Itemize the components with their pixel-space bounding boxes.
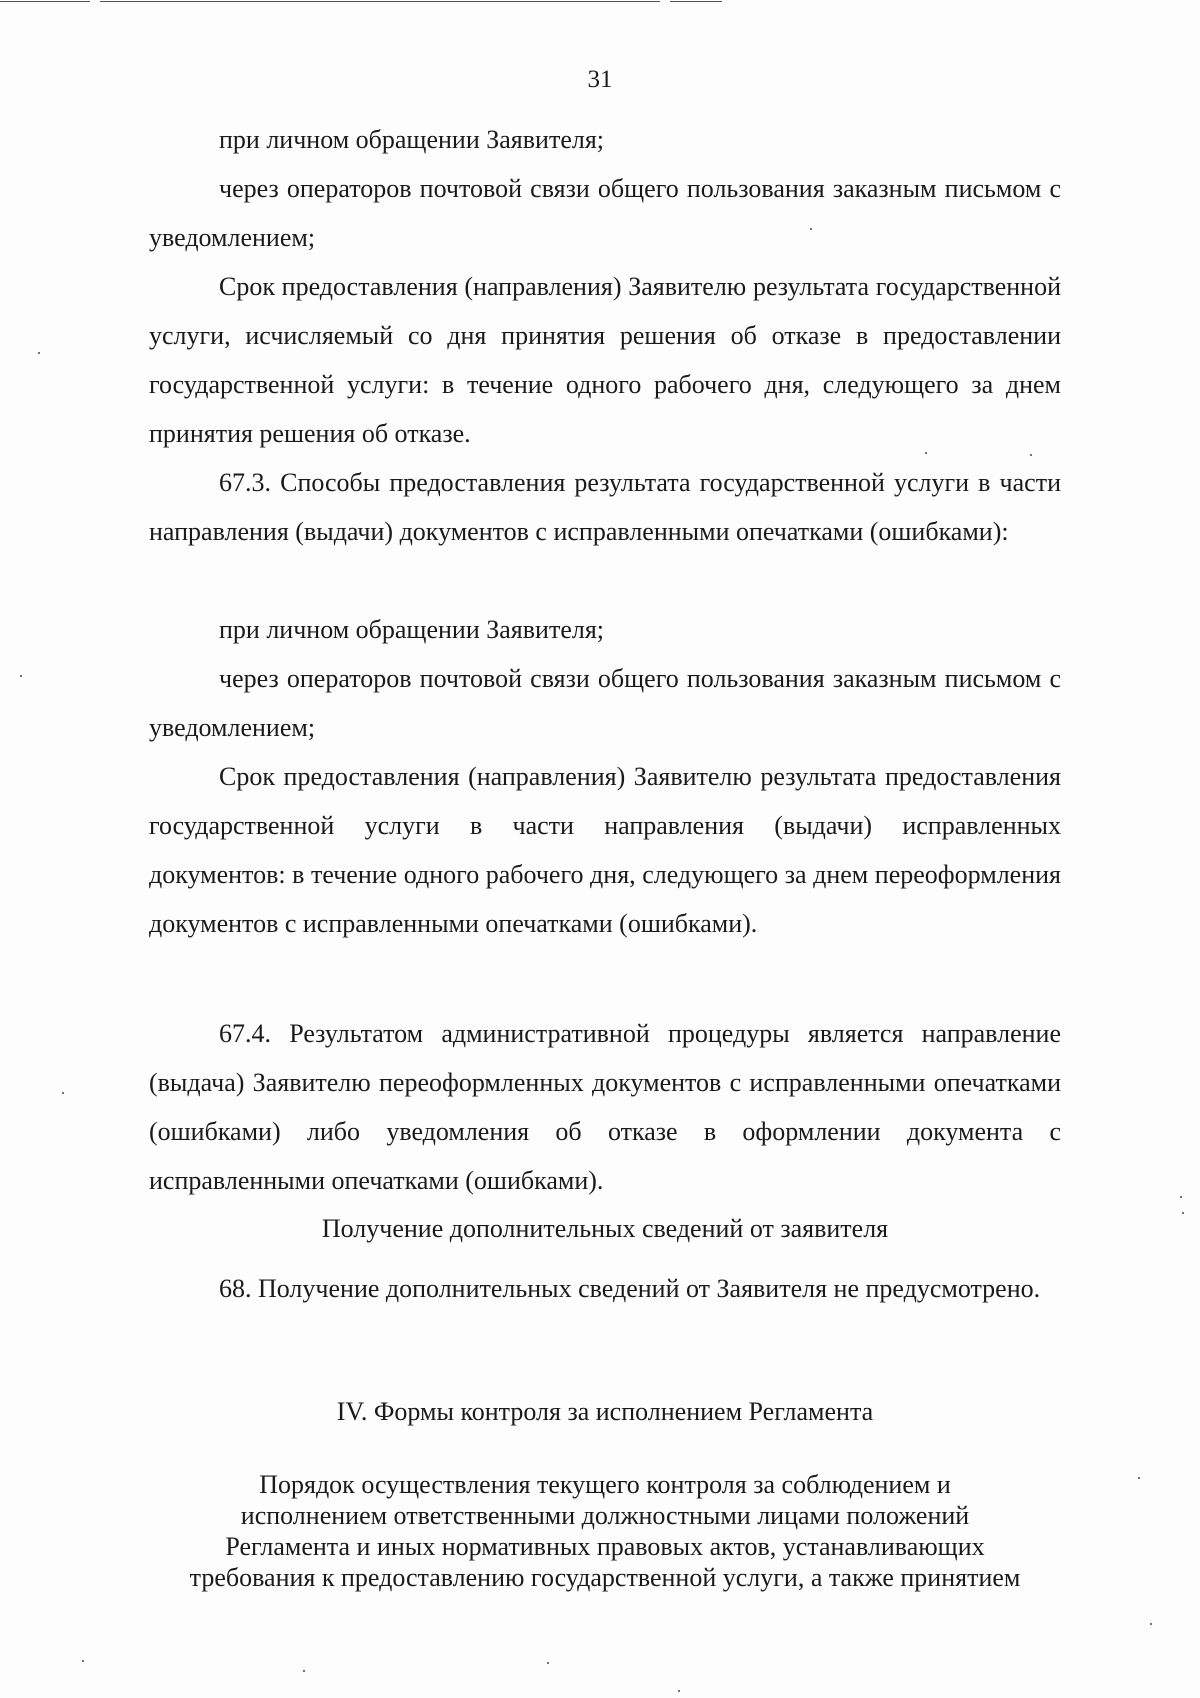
subheading-additional-info: Получение дополнительных сведений от заявителя — [321, 1214, 889, 1243]
scan-speck — [1138, 1477, 1140, 1479]
heading-line: Порядок осуществления текущего контроля за соблюдением и — [259, 1470, 951, 1499]
scan-speck — [1180, 1196, 1182, 1198]
scan-edge-line — [0, 1, 90, 2]
heading-line: требования к предоставлению государственной услуги, а также принятием — [189, 1563, 1021, 1592]
scan-speck — [38, 352, 40, 354]
scan-edge-line — [670, 1, 722, 2]
heading-line: Регламента и иных нормативных правовых актов, устанавливающих — [225, 1532, 985, 1561]
paragraph-term-1: Срок предоставления (направления) Заявителю результата государственной услуги, исчисляемый со дня принятия решения об отказе в предоставлении государственной услуги: в течение одного рабочего дня, следующего за днем принятия решения об отказе. — [149, 272, 1061, 448]
scan-speck — [810, 228, 812, 230]
paragraph-67-3: 67.3. Способы предоставления результата государственной услуги в части направления (выдачи) документов с исправленными опечатками (ошибками): — [149, 468, 1061, 546]
paragraph-term-2: Срок предоставления (направления) Заявителю результата предоставления государственной услуги в части направления (выдачи) исправленных документов: в течение одного рабочего дня, следующего за днем переоформления документов с исправленными опечатками (ошибками). — [149, 762, 1061, 938]
scan-speck — [303, 1670, 305, 1672]
scan-speck — [1030, 454, 1032, 456]
paragraph-postal-2: через операторов почтовой связи общего пользования заказным письмом с уведомлением; — [149, 664, 1061, 742]
paragraph-postal-1: через операторов почтовой связи общего пользования заказным письмом с уведомлением; — [149, 174, 1061, 252]
scan-speck — [82, 1660, 84, 1662]
heading-current-control — [149, 1469, 1061, 1593]
paragraph-67-4: 67.4. Результатом административной процедуры является направление (выдача) Заявителю переоформленных документов с исправленными опечатками (ошибками) либо уведомления об отказе в оформлении документа с исправленными опечатками (ошибками). — [149, 1019, 1061, 1195]
scan-speck — [547, 1662, 549, 1664]
paragraph-68: 68. Получение дополнительных сведений от Заявителя не предусмотрено. — [219, 1274, 1041, 1303]
paragraph-personal-request-2: при личном обращении Заявителя; — [219, 615, 605, 644]
scan-speck — [1150, 1623, 1152, 1625]
scan-edge-line — [100, 1, 660, 2]
paragraph-personal-request-1: при личном обращении Заявителя; — [219, 125, 605, 154]
scan-speck — [62, 1092, 64, 1094]
scan-speck — [20, 675, 22, 677]
scan-speck — [678, 1690, 680, 1692]
page-number: 31 — [587, 66, 613, 93]
scan-speck — [925, 452, 927, 454]
heading-line: исполнением ответственными должностными лицами положений — [240, 1501, 970, 1530]
section-heading-iv: IV. Формы контроля за исполнением Регламента — [336, 1397, 874, 1426]
scan-speck — [1182, 1212, 1184, 1214]
